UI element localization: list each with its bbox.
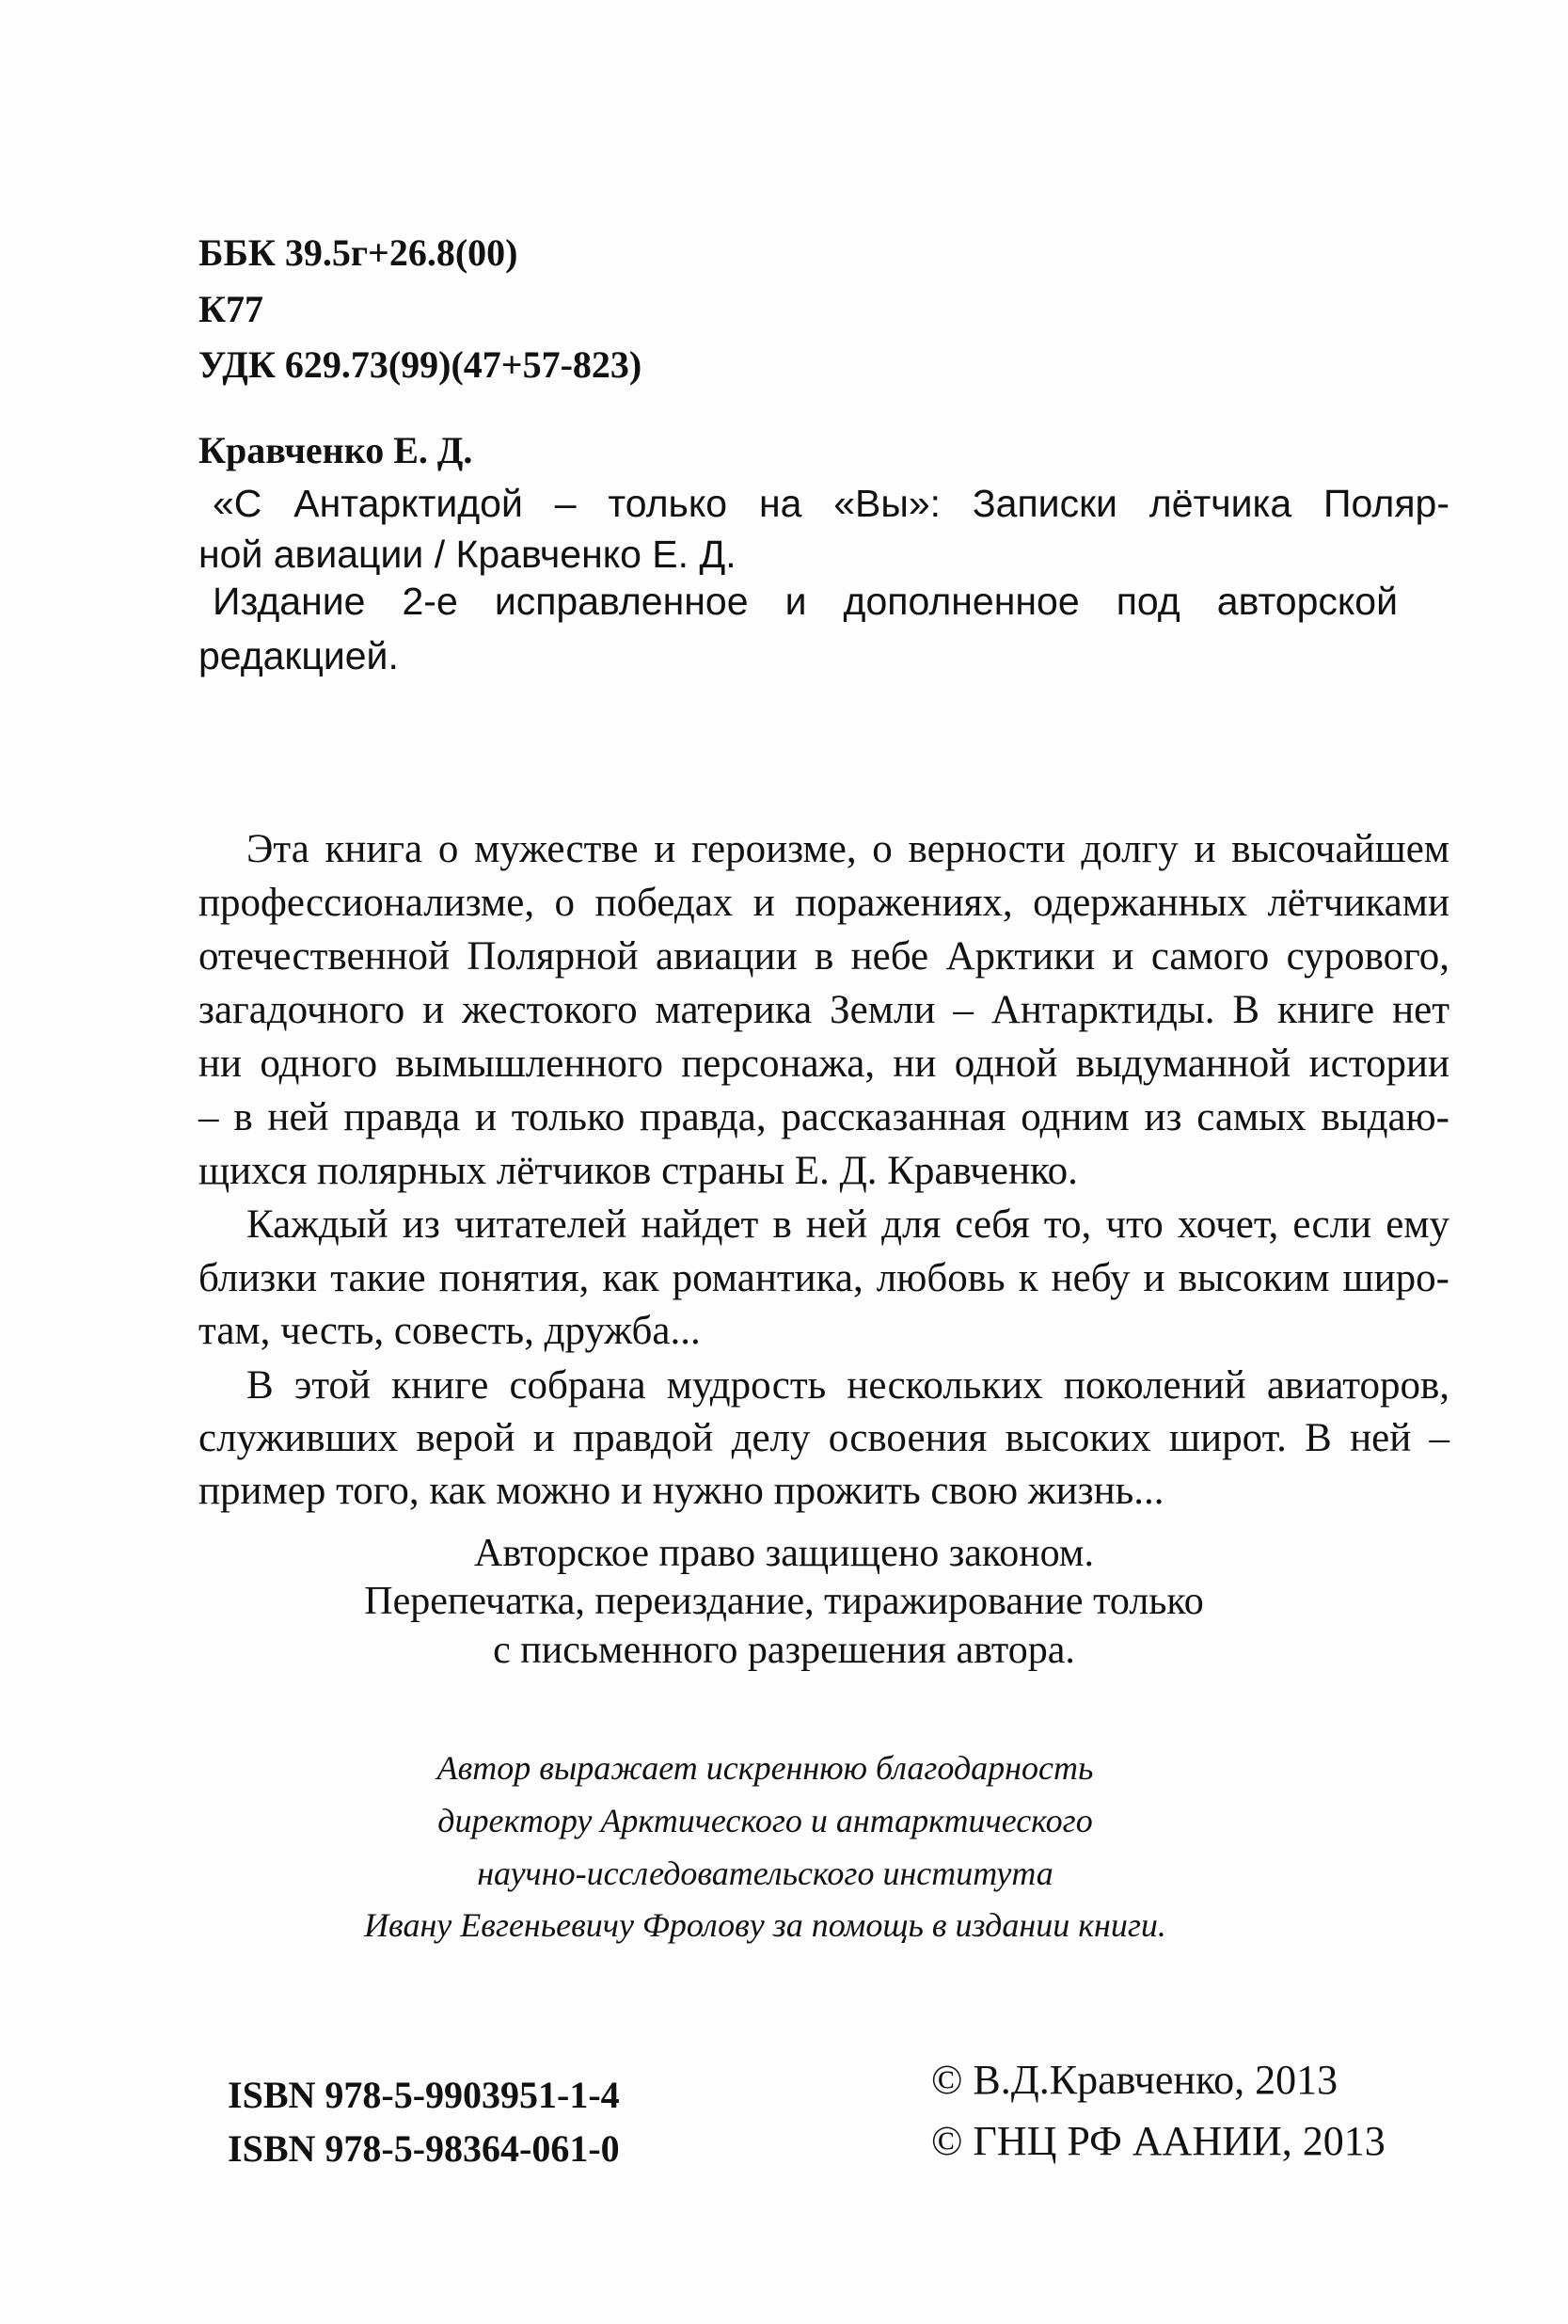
rights-line: с письменного разрешения автора. <box>493 1629 1075 1672</box>
annotation-line: там, честь, совесть, дружба... <box>198 1309 701 1353</box>
rights-line: Авторское право защищено законом. <box>474 1532 1094 1575</box>
annotation-line: – в ней правда и только правда, рассказанная одним из самых выдаю- <box>198 1095 1449 1139</box>
udk-code: УДК 629.73(99)(47+57-823) <box>198 343 642 386</box>
acknowledgement-line: научно-исследовательского института <box>477 1854 1053 1892</box>
copyright-author: © В.Д.Кравченко, 2013 <box>931 2057 1338 2103</box>
isbn-2: ISBN 978-5-98364-061-0 <box>228 2127 620 2170</box>
bbk-code: ББК 39.5г+26.8(00) <box>198 231 518 274</box>
annotation-line: близки такие понятия, как романтика, любовь к небу и высоким широ- <box>198 1256 1449 1300</box>
show-through-title <box>555 659 591 820</box>
bib-line: ной авиации / Кравченко Е. Д. <box>198 533 736 576</box>
annotation-line: щихся полярных лётчиков страны Е. Д. Кравченко. <box>198 1149 1078 1193</box>
rights-line: Перепечатка, переиздание, тиражирование только <box>364 1580 1204 1623</box>
bib-line: Издание 2-е исправленное и дополненное под авторской <box>213 580 1398 623</box>
author-heading: Кравченко Е. Д. <box>198 429 473 471</box>
annotation-line: Эта книга о мужестве и героизме, о верности долгу и высочайшем <box>246 827 1449 871</box>
acknowledgement-line: Автор выражает искреннюю благодарность <box>436 1749 1094 1787</box>
annotation-line: служивших верой и правдой делу освоения высоких широт. В ней – <box>198 1416 1449 1460</box>
copyright-institute: © ГНЦ РФ ААНИИ, 2013 <box>931 2118 1386 2164</box>
annotation-line: пример того, как можно и нужно прожить свою жизнь... <box>198 1469 1164 1513</box>
acknowledgement-line: директору Арктического и антарктического <box>437 1802 1093 1839</box>
bib-line: редакцией. <box>198 634 399 677</box>
bib-line: «С Антарктидой – только на «Вы»: Записки лётчика Поляр- <box>213 482 1449 525</box>
annotation-line: Каждый из читателей найдет в ней для себя то, что хочет, если ему <box>246 1202 1449 1247</box>
annotation-line: В этой книге собрана мудрость нескольких поколений авиаторов, <box>246 1363 1449 1408</box>
annotation-line: профессионализме, о победах и поражениях, одержанных лётчиками <box>198 881 1449 925</box>
annotation-line: загадочного и жестокого материка Земли – Антарктиды. В книге нет <box>198 988 1449 1032</box>
annotation-line: ни одного вымышленного персонажа, ни одной выдуманной истории <box>198 1042 1449 1086</box>
isbn-1: ISBN 978-5-9903951-1-4 <box>228 2074 620 2116</box>
author-mark: К77 <box>198 288 264 330</box>
annotation-line: отечественной Полярной авиации в небе Арктики и самого сурового, <box>198 934 1449 979</box>
acknowledgement-line: Ивану Евгеньевичу Фролову за помощь в издании книги. <box>364 1906 1166 1944</box>
